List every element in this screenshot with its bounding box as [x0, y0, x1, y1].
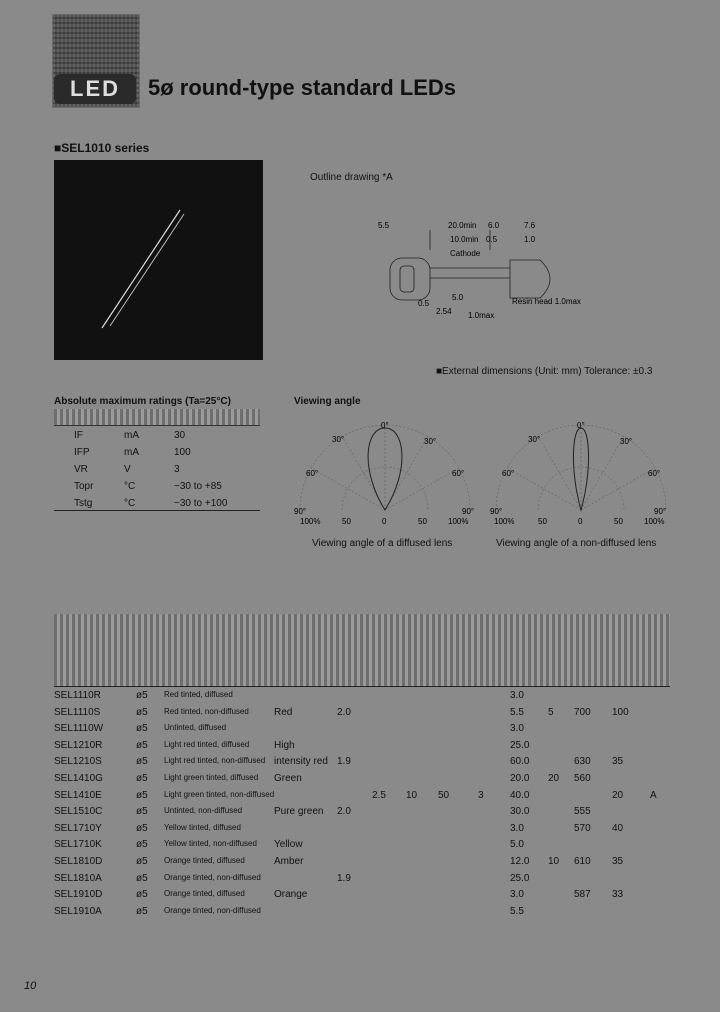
angle-60-right: 60° — [452, 469, 465, 478]
rating-unit: °C — [124, 481, 136, 492]
cell-iv: 3.0 — [510, 723, 524, 735]
cell-part: SEL1910A — [54, 905, 102, 917]
cell-lens: Untinted, non-diffused — [164, 806, 243, 816]
cell-lens: Red tinted, non-diffused — [164, 706, 249, 716]
cell-vf: 2.0 — [337, 806, 351, 818]
led-logo: LED — [54, 74, 136, 104]
cell-part: SEL1110W — [54, 723, 104, 735]
cell-size: ø5 — [136, 773, 148, 784]
cell-vf: 1.9 — [337, 756, 351, 768]
cell-lens: Orange tinted, non-diffused — [164, 905, 261, 915]
cell-color: Orange — [274, 889, 308, 901]
cell-lp: 700 — [574, 706, 591, 718]
cell-iv: 60.0 — [510, 756, 530, 768]
cell-lens: Orange tinted, diffused — [164, 889, 245, 899]
cell-size: ø5 — [136, 723, 148, 735]
cell-part: SEL1810D — [54, 856, 103, 867]
rating-sym: VR — [74, 464, 88, 475]
outline-label: Outline drawing *A — [310, 172, 393, 183]
rating-val: 100 — [174, 447, 191, 458]
rating-val: −30 to +85 — [174, 481, 222, 492]
cell-dl: 40 — [612, 822, 624, 834]
nd-angle-30-left: 30° — [528, 435, 541, 444]
cell-lens: Orange tinted, diffused — [164, 856, 245, 865]
rating-row — [54, 445, 260, 462]
cell-size: ø5 — [136, 856, 148, 867]
cell-size: ø5 — [136, 905, 148, 917]
rating-row — [54, 479, 260, 496]
cell-c2: 50 — [438, 789, 450, 801]
table-row — [54, 821, 670, 838]
dim-text-6: 0.5 — [486, 235, 498, 244]
spec-table-header — [54, 614, 670, 687]
cell-lp: 570 — [574, 822, 591, 834]
cell-dl: 20 — [612, 789, 624, 801]
dim-text-1: 5.5 — [378, 221, 390, 230]
cell-lens: Light green tinted, non-diffused — [164, 789, 275, 799]
angle-30-right: 30° — [424, 437, 437, 446]
table-row — [54, 705, 670, 722]
cell-part: SEL1210S — [54, 756, 102, 768]
cell-dl: 33 — [612, 889, 624, 901]
cell-dl: 35 — [612, 856, 624, 867]
nd-angle-90-left: 90° — [490, 507, 503, 516]
rating-val: 30 — [174, 430, 186, 441]
cell-vf: 2.0 — [337, 706, 351, 718]
cell-size: ø5 — [136, 789, 148, 801]
rating-sym: IFP — [74, 447, 90, 458]
cell-size: ø5 — [136, 839, 148, 851]
cell-color: High — [274, 739, 295, 751]
table-row — [54, 788, 670, 805]
table-row — [54, 721, 670, 738]
angle-30-left: 30° — [332, 435, 345, 444]
cell-part: SEL1810A — [54, 872, 102, 884]
table-row — [54, 887, 670, 904]
rating-sym: Tstg — [74, 498, 93, 509]
cell-lens: Red tinted, diffused — [164, 690, 233, 699]
cell-color: Red — [274, 706, 293, 718]
cell-size: ø5 — [136, 806, 148, 818]
dim-text-3: 6.0 — [488, 221, 500, 230]
rating-sym: IF — [74, 430, 83, 441]
nd-angle-30-right: 30° — [620, 437, 633, 446]
cell-lp: 630 — [574, 756, 591, 768]
caption-diffused: Viewing angle of a diffused lens — [312, 538, 453, 549]
cell-iv: 5.5 — [510, 706, 524, 718]
ratings-bottom-rule — [54, 510, 260, 511]
cell-part: SEL1410G — [54, 773, 103, 784]
dimensions-note: ■External dimensions (Unit: mm) Tolerance: ±0.3 — [436, 366, 653, 377]
cell-size: ø5 — [136, 822, 148, 834]
viewing-title: Viewing angle — [294, 396, 361, 407]
caption-nondiffused: Viewing angle of a non-diffused lens — [496, 538, 657, 549]
cell-part: SEL1710Y — [54, 822, 102, 834]
cell-lens: Orange tinted, non-diffused — [164, 872, 261, 882]
series-label: ■SEL1010 series — [54, 141, 150, 155]
cell-c3: 3 — [478, 789, 484, 801]
rating-val: −30 to +100 — [174, 498, 228, 509]
cell-lens: Light green tinted, diffused — [164, 773, 259, 782]
nd-axis-50-right: 50 — [614, 517, 623, 526]
rating-unit: °C — [124, 498, 136, 509]
dim-text-7: 1.0 — [524, 235, 536, 244]
axis-50-right: 50 — [418, 517, 427, 526]
table-row — [54, 804, 670, 821]
dim-text-4: 7.6 — [524, 221, 536, 230]
cell-iftest: 10 — [548, 856, 560, 867]
table-row — [54, 688, 670, 705]
cell-color: Amber — [274, 856, 304, 867]
cell-lens: Light red tinted, non-diffused — [164, 756, 266, 766]
dim-text-9: 2.54 — [436, 307, 452, 316]
cell-part: SEL1910D — [54, 889, 103, 901]
product-photo — [54, 160, 263, 360]
led-photo-image — [54, 160, 263, 360]
spec-header-rule — [54, 686, 670, 687]
angle-90-left: 90° — [294, 507, 307, 516]
cell-iv: 3.0 — [510, 889, 524, 901]
cell-part: SEL1710K — [54, 839, 102, 851]
dim-text-5: 10.0min — [450, 235, 479, 244]
angle-90-right: 90° — [462, 507, 475, 516]
axis-100-left: 100% — [300, 517, 321, 526]
cell-lens: Light red tinted, diffused — [164, 739, 250, 749]
rating-row — [54, 462, 260, 479]
table-row — [54, 771, 670, 788]
cell-ir: 2.5 — [372, 789, 386, 801]
rating-unit: mA — [124, 430, 139, 441]
cell-note: A — [650, 789, 657, 801]
rating-unit: V — [124, 464, 131, 475]
cell-part: SEL1110R — [54, 690, 101, 701]
table-row — [54, 754, 670, 771]
outline-drawing — [370, 210, 600, 330]
ratings-title: Absolute maximum ratings (Ta=25°C) — [54, 396, 231, 407]
polar-nondiffused — [486, 420, 676, 530]
cell-part: SEL1110S — [54, 706, 101, 718]
table-row — [54, 904, 670, 921]
ratings-header — [54, 409, 260, 426]
cell-size: ø5 — [136, 739, 148, 751]
cell-size: ø5 — [136, 706, 148, 718]
polar-diffused — [290, 420, 480, 530]
nd-angle-60-right: 60° — [648, 469, 661, 478]
cell-lp: 610 — [574, 856, 591, 867]
cell-color: Yellow — [274, 839, 303, 851]
cell-lens: Untinted, diffused — [164, 723, 227, 733]
dim-text-cathode: Cathode — [450, 249, 481, 258]
nd-axis-100-right: 100% — [644, 517, 665, 526]
page-number: 10 — [24, 980, 37, 992]
page-title: 5ø round-type standard LEDs — [148, 75, 457, 100]
cell-part: SEL1410E — [54, 789, 102, 801]
cell-iv: 20.0 — [510, 773, 530, 784]
cell-color: Pure green — [274, 806, 324, 818]
cell-part: SEL1210R — [54, 739, 103, 751]
table-row — [54, 854, 670, 871]
nd-axis-50-left: 50 — [538, 517, 547, 526]
nd-angle-60-left: 60° — [502, 469, 515, 478]
cell-iv: 25.0 — [510, 739, 530, 751]
cell-lp: 560 — [574, 773, 591, 784]
cell-dl: 35 — [612, 756, 624, 768]
axis-0: 0 — [382, 517, 387, 526]
rating-unit: mA — [124, 447, 139, 458]
dim-text-10: 1.0max — [468, 311, 495, 320]
cell-color: intensity red — [274, 756, 328, 768]
nd-angle-90-right: 90° — [654, 507, 667, 516]
cell-iv: 30.0 — [510, 806, 530, 818]
cell-color: Green — [274, 773, 302, 784]
cell-iv: 5.0 — [510, 839, 524, 851]
cell-iv: 25.0 — [510, 872, 530, 884]
cell-iv: 12.0 — [510, 856, 530, 867]
nd-angle-0: 0° — [577, 421, 585, 430]
axis-50-left: 50 — [342, 517, 351, 526]
table-row — [54, 871, 670, 888]
dim-text-11: 0.5 — [418, 299, 430, 308]
rating-val: 3 — [174, 464, 180, 475]
cell-size: ø5 — [136, 756, 148, 768]
cell-iftest: 20 — [548, 773, 560, 784]
cell-dl: 100 — [612, 706, 629, 718]
angle-60-left: 60° — [306, 469, 319, 478]
axis-100-right: 100% — [448, 517, 469, 526]
resin-note: Resin head 1.0max — [512, 297, 581, 306]
nd-axis-100-left: 100% — [494, 517, 515, 526]
cell-vf: 1.9 — [337, 872, 351, 884]
rating-row — [54, 428, 260, 445]
cell-size: ø5 — [136, 690, 148, 701]
cell-c1: 10 — [406, 789, 418, 801]
table-row — [54, 837, 670, 854]
cell-iftest: 5 — [548, 706, 554, 718]
nd-axis-0: 0 — [578, 517, 583, 526]
cell-iv: 40.0 — [510, 789, 530, 801]
dim-text-8: 5.0 — [452, 293, 464, 302]
table-row — [54, 738, 670, 755]
cell-lens: Yellow tinted, non-diffused — [164, 839, 257, 849]
cell-size: ø5 — [136, 872, 148, 884]
cell-size: ø5 — [136, 889, 148, 901]
cell-lp: 587 — [574, 889, 591, 901]
angle-0: 0° — [381, 421, 389, 430]
rating-sym: Topr — [74, 481, 94, 492]
cell-lens: Yellow tinted, diffused — [164, 822, 241, 832]
dim-text-2: 20.0min — [448, 221, 477, 230]
cell-iv: 3.0 — [510, 822, 524, 834]
cell-iv: 3.0 — [510, 690, 524, 701]
cell-part: SEL1510C — [54, 806, 103, 818]
cell-iv: 5.5 — [510, 905, 524, 917]
cell-lp: 555 — [574, 806, 591, 818]
